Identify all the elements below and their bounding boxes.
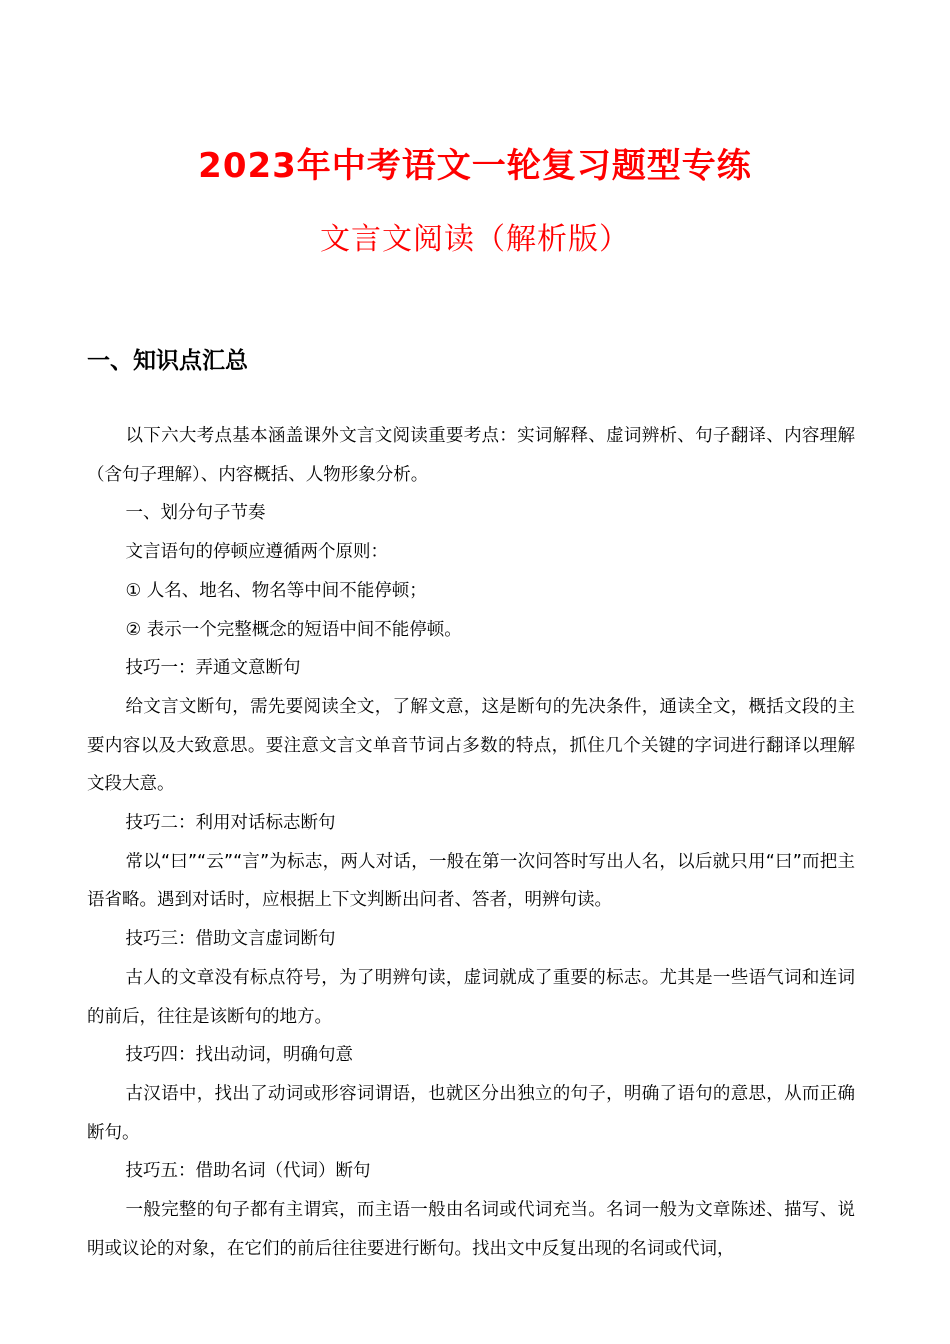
paragraph: 技巧三：借助文言虚词断句 [125,929,336,950]
paragraph: 一般完整的句子都有主谓宾，而主语一般由名词或代词充当。名词一般为文章陈述、描写、说明或议论的对象，在它们的前后往往要进行断句。找出文中反复出现的名词或代词， [87,1200,855,1259]
paragraph: 一、划分句子节奏 [125,503,266,524]
paragraph: 给文言文断句，需先要阅读全文，了解文意，这是断句的先决条件，通读全文，概括文段的主要内容以及大致意思。要注意文言文单音节词占多数的特点，抓住几个关键的字词进行翻译以理解文段大意。 [87,696,855,795]
paragraph: 以下六大考点基本涵盖课外文言文阅读重要考点：实词解释、虚词辨析、句子翻译、内容理解（含句子理解）、内容概括、人物形象分析。 [87,426,855,485]
document-subtitle: 文言文阅读（解析版） [320,222,630,257]
body-text [87,417,855,1268]
paragraph: 技巧一：弄通文意断句 [125,658,301,679]
paragraph: ② 表示一个完整概念的短语中间不能停顿。 [125,619,462,640]
paragraph: 技巧五：借助名词（代词）断句 [125,1161,371,1182]
paragraph: 古汉语中，找出了动词或形容词谓语，也就区分出独立的句子，明确了语句的意思，从而正确断句。 [87,1083,855,1143]
paragraph: 古人的文章没有标点符号，为了明辨句读，虚词就成了重要的标志。尤其是一些语气词和连词的前后，往往是该断句的地方。 [87,967,855,1027]
paragraph: 技巧四：找出动词，明确句意 [125,1045,353,1066]
paragraph: 技巧二：利用对话标志断句 [125,813,336,834]
section-heading: 一、知识点汇总 [87,348,248,374]
paragraph: 常以“曰”“云”“言”为标志，两人对话，一般在第一次问答时写出人名，以后就只用“曰”而把主语省略。遇到对话时，应根据上下文判断出问者、答者，明辨句读。 [87,851,855,911]
document-title: 2023年中考语文一轮复习题型专练 [198,146,752,186]
paragraph: 文言语句的停顿应遵循两个原则： [125,542,388,563]
paragraph: ① 人名、地名、物名等中间不能停顿； [125,580,427,601]
